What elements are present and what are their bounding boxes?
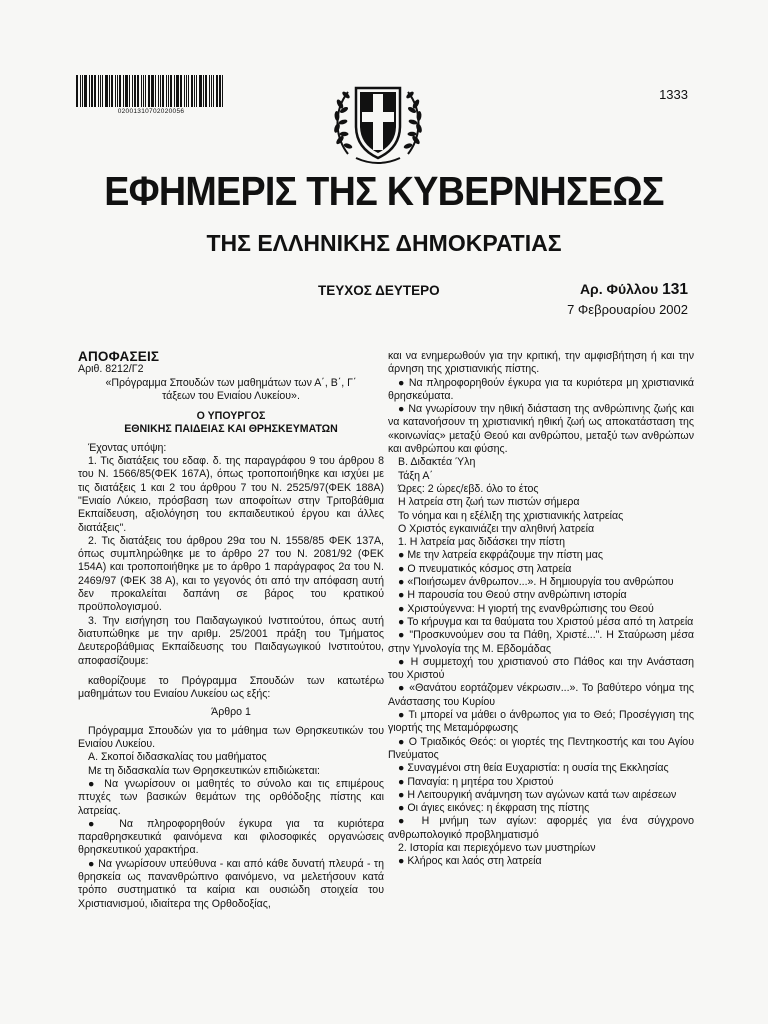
barcode-bar [129, 75, 130, 107]
decision-subject: «Πρόγραμμα Σπουδών των μαθημάτων των Α΄, Β΄, Γ΄ τάξεων του Ενιαίου Λυκείου». [105, 376, 357, 402]
barcode-bar [123, 75, 124, 107]
aims-heading: Α. Σκοποί διδασκαλίας του μαθήματος [88, 751, 267, 764]
continuation-text: και να ενημερωθούν για την κριτική, την αμφισβήτηση ή και την άρνηση της χριστιανικής πίστης. [388, 350, 694, 376]
ministry-name: ΕΘΝΙΚΗΣ ΠΑΙΔΕΙΑΣ ΚΑΙ ΘΡΗΣΚΕΥΜΑΤΩΝ [124, 423, 338, 436]
topic: Ο Χριστός εγκαινιάζει την αληθινή λατρεία [398, 522, 595, 535]
barcode-bar [76, 75, 78, 107]
barcode-bar [205, 75, 207, 107]
issue-date: 7 Φεβρουαρίου 2002 [567, 302, 688, 317]
sheet-number-value: 131 [662, 281, 688, 298]
section-title: ΑΠΟΦΑΣΕΙΣ [78, 349, 160, 364]
list-item: ● Οι άγιες εικόνες: η έκφραση της πίστης [398, 802, 590, 815]
barcode-bar [80, 75, 81, 107]
barcode-bar [211, 75, 212, 107]
barcode-bar [162, 75, 164, 107]
topic: Το νόημα και η εξέλιξη της χριστιανικής λατρείας [398, 509, 624, 522]
list-item: ● Να γνωρίσουν οι μαθητές το σύνολο και τις επιμέρους πτυχές των βασικών θεμάτων της ορθόδοξης πίστης και λατρείας. [78, 777, 385, 817]
decision-number: Αριθ. 8212/Γ2 [78, 363, 144, 376]
list-item: ● Να πληροφορηθούν έγκυρα για τα κυριότερα παραθρησκευτικά φαινόμενα και φιλοσοφικές οργανώσεις θρησκευτικού χαρακτήρα. [78, 817, 384, 857]
class-label: Τάξη Α΄ [398, 469, 434, 482]
barcode-bar [191, 75, 193, 107]
gazette-title: ΕΦΗΜΕΡΙΣ ΤΗΣ ΚΥΒΕΡΝΗΣΕΩΣ [104, 168, 664, 214]
left-column [78, 350, 384, 911]
barcode-bar [166, 75, 167, 107]
barcode-bar [84, 75, 87, 107]
barcode [76, 75, 226, 115]
list-item: ● Να πληροφορηθούν έγκυρα για τα κυριότερα μη χριστιανικά θρησκεύματα. [388, 376, 694, 402]
minister-title: Ο ΥΠΟΥΡΓΟΣ [196, 410, 266, 423]
barcode-bar [143, 75, 144, 107]
article-heading: Άρθρο 1 [211, 706, 251, 719]
barcode-bar [134, 75, 136, 107]
barcode-bar [194, 75, 195, 107]
barcode-bar [125, 75, 128, 107]
aims-intro: Με τη διδασκαλία των Θρησκευτικών επιδιώκεται: [88, 764, 320, 777]
barcode-bar [160, 75, 161, 107]
barcode-bar [98, 75, 99, 107]
barcode-bar [145, 75, 146, 107]
barcode-bar [184, 75, 185, 107]
barcode-bar [180, 75, 182, 107]
considering: Έχοντας υπόψη: [88, 441, 167, 454]
barcode-bar [203, 75, 204, 107]
paragraph-2: 2. Τις διατάξεις του άρθρου 29α του Ν. 1558/85 ΦΕΚ 137Α, όπως συμπληρώθηκε με το άρθρο 27 του Ν. 2081/92 (ΦΕΚ 154Α) και τροποποιήθηκε με το άρθρο 1 παράγραφος 2α του Ν. 2469/97 (ΦΕΚ 38 Α), και το γεγονός ότι από την απόφαση αυτή δεν προκαλείται δαπάνη σε βάρος του κρατικού προϋπολογισμού. [78, 534, 384, 614]
barcode-bar [170, 75, 172, 107]
list-item: ● Κλήρος και λαός στη λατρεία [398, 855, 542, 868]
list-item: ● Η συμμετοχή του χριστιανού στο Πάθος και την Ανάσταση του Χριστού [388, 655, 695, 682]
barcode-bar [115, 75, 116, 107]
hours-label: Ώρες: 2 ώρες/εβδ. όλο το έτος [398, 482, 539, 495]
paragraph-3: 3. Την εισήγηση του Παιδαγωγικού Ινστιτούτου, όπως αυτή διατυπώθηκε με την αριθμ. 25/2001 πράξη του Τμήματος Δευτεροβάθμιας Εκπαίδευσης του Παιδαγωγικού Ινστιτούτου, αποφασίζουμε: [78, 614, 384, 667]
barcode-bar [82, 75, 83, 107]
paragraph-1: 1. Τις διατάξεις του εδαφ. δ. της παραγράφου 9 του άρθρου 8 του Ν. 1566/85(ΦΕΚ 167Α), όπως τροποποιήθηκε και ισχύει με τις διατάξεις 1 και 2 του άρθρου 7 του Ν. 2525/97(ΦΕΚ 188Α) "Ενιαίο Λύκειο, πρόσβαση των αποφοίτων στην Τριτοβάθμια Εκπαίδευση, αξιολόγηση του εκπαιδευτικού έργου και άλλες διατάξεις". [78, 455, 384, 534]
barcode-bar [174, 75, 175, 107]
barcode-bar [119, 75, 121, 107]
barcode-bar [100, 75, 101, 107]
list-item: ● Η παρουσία του Θεού στην ανθρώπινη ιστορία [398, 589, 627, 602]
greek-coat-of-arms-icon [326, 70, 430, 174]
barcode-bar [216, 75, 218, 107]
list-item: ● «Ποιήσωμεν άνθρωπον...». Η δημιουργία του ανθρώπου [398, 576, 674, 589]
page-number: 1333 [659, 87, 688, 102]
list-item: ● "Προσκυνούμεν σου τα Πάθη, Χριστέ...". Η Σταύρωση μέσα στην Υμνολογία της Μ. Εβδομάδας [388, 629, 695, 655]
list-item: ● Με την λατρεία εκφράζουμε την πίστη μας [398, 549, 603, 562]
barcode-bar [111, 75, 113, 107]
unit-heading: 1. Η λατρεία μας διδάσκει την πίστη [398, 536, 565, 549]
sheet-label: Αρ. Φύλλου [579, 281, 659, 297]
barcode-bar [102, 75, 103, 107]
list-item: ● Ο Τριαδικός Θεός: οι γιορτές της Πεντηκοστής και του Αγίου Πνεύματος [388, 735, 694, 761]
unit-heading: 2. Ιστορία και περιεχόμενο των μυστηρίων [398, 841, 596, 854]
list-item: ● Παναγία: η μητέρα του Χριστού [398, 775, 554, 788]
barcode-bar [186, 75, 187, 107]
barcode-bar [209, 75, 210, 107]
barcode-bar [105, 75, 108, 107]
barcode-bar [176, 75, 179, 107]
barcode-bars [76, 75, 226, 107]
list-item: ● Το κήρυγμα και τα θαύματα του Χριστού μέσα από τη λατρεία [398, 615, 694, 628]
barcode-bar [219, 75, 221, 107]
barcode-bar [158, 75, 159, 107]
decision-statement: καθορίζουμε το Πρόγραμμα Σπουδών των κατωτέρω μαθημάτων του Ενιαίου Λυκείου ως εξής: [78, 674, 384, 701]
aims-list [78, 778, 384, 911]
barcode-bar [196, 75, 197, 107]
barcode-bar [168, 75, 169, 107]
barcode-bar [94, 75, 96, 107]
barcode-bar [89, 75, 90, 107]
barcode-bar [148, 75, 150, 107]
topic: Η λατρεία στη ζωή των πιστών σήμερα [398, 496, 580, 509]
barcode-bar [137, 75, 139, 107]
matter-heading: Β. Διδακτέα Ύλη [398, 456, 476, 469]
barcode-bar [109, 75, 110, 107]
list-item: ● Ο πνευματικός κόσμος στη λατρεία [398, 562, 572, 575]
barcode-bar [213, 75, 214, 107]
list-item: ● Τι μπορεί να μάθει ο άνθρωπος για το Θεό; Προσέγγιση της γιορτής της Μεταμόρφωσης [388, 709, 694, 735]
sheet-number [580, 281, 688, 299]
barcode-number: 02001310702020056 [117, 108, 185, 115]
barcode-bar [151, 75, 154, 107]
barcode-bar [141, 75, 142, 107]
list-item: ● Να γνωρίσουν υπεύθυνα - και από κάθε δυνατή πλευρά - τη θρησκεία ως πανανθρώπινο φαινόμενο, να μελετήσουν κατά τρόπο συστηματικό τα καίρια και ουσιώδη στοιχεία του Χριστιανισμού, ιδιαίτερα της Ορθοδοξίας, [78, 857, 385, 910]
list-item: ● «Θανάτου εορτάζομεν νέκρωσιν...». Το βαθύτερο νόημα της Ανάστασης του Κυρίου [388, 682, 694, 708]
right-column [388, 350, 694, 869]
list-item: ● Να γνωρίσουν την ηθική διάσταση της ανθρώπινης ζωής και να κατανοήσουν τη χριστιανική ηθική ζωή ως αποκατάσταση της «κοινωνίας» μεταξύ Θεού και ανθρώπου, μεταξύ των ανθρώπων και ανθρώπου και φύσης. [388, 403, 695, 456]
list-item: ● Η Λειτουργική ανάμνηση των αγώνων κατά των αιρέσεων [398, 788, 677, 801]
gazette-subtitle: ΤΗΣ ΕΛΛΗΝΙΚΗΣ ΔΗΜΟΚΡΑΤΙΑΣ [206, 230, 562, 256]
list-item: ● Συναγμένοι στη θεία Ευχαριστία: η ουσία της Εκκλησίας [398, 762, 669, 775]
barcode-bar [117, 75, 118, 107]
barcode-bar [91, 75, 93, 107]
barcode-bar [155, 75, 156, 107]
list-item: ● Χριστούγεννα: Η γιορτή της ενανθρώπισης του Θεού [398, 602, 654, 615]
list-item: ● Η μνήμη των αγίων: αφορμές για ένα σύγχρονο ανθρωπολογικό προβληματισμό [388, 815, 694, 841]
curriculum-intro: Πρόγραμμα Σπουδών για το μάθημα των Θρησκευτικών του Ενιαίου Λυκείου. [78, 724, 384, 751]
barcode-bar [199, 75, 202, 107]
barcode-bar [222, 75, 223, 107]
issue-type: ΤΕΥΧΟΣ ΔΕΥΤΕΡΟ [318, 283, 440, 298]
barcode-bar [188, 75, 189, 107]
unit-1-list [388, 549, 694, 842]
barcode-bar [132, 75, 133, 107]
